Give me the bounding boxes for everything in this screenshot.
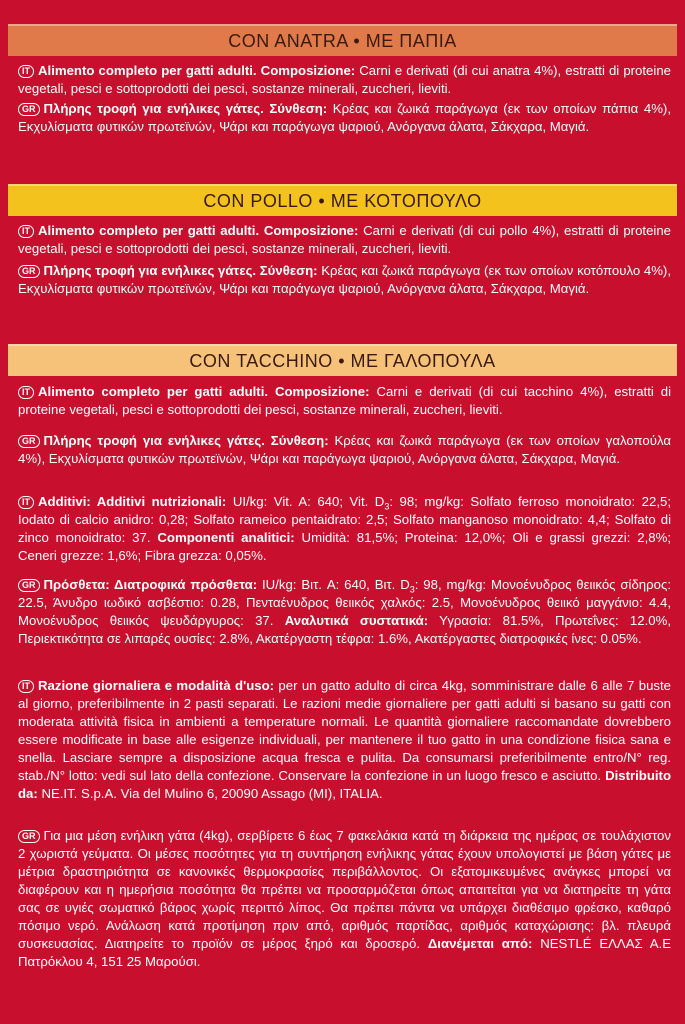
section-header-pollo (8, 184, 677, 216)
distributor-text: NE.IT. S.p.A. Via del Mulino 6, 20090 Assago (MI), ITALIA. (37, 786, 383, 801)
distributor-heading: Distribuito da: (18, 768, 671, 801)
composition-it-pollo (18, 222, 671, 258)
language-badge-gr: GR (18, 103, 40, 116)
section-header-tacchino (8, 344, 677, 376)
usage-gr (18, 827, 671, 971)
composition-it-tacchino (18, 383, 671, 419)
additives-text: UI/kg: Vit. A: 640; Vit. D (226, 494, 385, 509)
composition-text: Carni e derivati (di cui tacchino 4%), estratti di proteine vegetali, pesci e sottoprodotti dei pesci, sostanze minerali, zuccheri, lieviti. (18, 384, 672, 417)
analytical-text: Umidità: 81,5%; Proteina: 12,0%; Oli e grassi grezzi: 2,8%; Ceneri grezze: 1,6%; Fibra grezza: 0,05%. (18, 530, 671, 563)
language-badge-gr: GR (18, 830, 40, 843)
language-badge-gr: GR (18, 265, 40, 278)
composition-heading: Alimento completo per gatti adulti. Composizione: (38, 223, 359, 238)
subscript: 3 (384, 501, 390, 512)
composition-text: Carni e derivati (di cui anatra 4%), estratti di proteine vegetali, pesci e sottoprodotti dei pesci, sostanze minerali, zuccheri, lieviti. (18, 63, 671, 96)
composition-text: Κρέας και ζωικά παράγωγα (εκ των οποίων πάπια 4%), Εκχυλίσματα φυτικών πρωτεϊνών, Ψάρι και παράγωγα ψαριού, Ανόργανα άλατα, Σάκχαρα, Μαγιά. (18, 101, 671, 134)
additives-heading: Πρόσθετα: Διατροφικά πρόσθετα: (43, 577, 258, 592)
additives-gr (18, 576, 671, 648)
analytical-text: Υγρασία: 81.5%, Πρωτεΐνες: 12.0%, Περιεκτικότητα σε λιπαρές ουσίες: 2.8%, Ακατέργαστη τέφρα: 1.6%, Ακατέργαστες διατροφικές ίνες: 0.05%. (18, 613, 671, 646)
subscript: 3 (409, 584, 415, 595)
analytical-heading: Componenti analitici: (157, 530, 295, 545)
distributor-heading: Διανέμεται από: (427, 936, 533, 951)
composition-heading: Πλήρης τροφή για ενήλικες γάτες. Σύνθεση: (43, 101, 328, 116)
composition-text: Κρέας και ζωικά παράγωγα (εκ των οποίων γαλοπούλα 4%), Εκχυλίσματα φυτικών πρωτεϊνών, Ψάρι και παράγωγα ψαριού, Ανόργανα άλατα, Σάκχαρα, Μαγιά. (18, 433, 671, 466)
section-header-anatra (8, 24, 677, 56)
additives-text: IU/kg: Βιτ. A: 640, Βιτ. D (257, 577, 410, 592)
usage-text: Για μια μέση ενήλικη γάτα (4kg), σερβίρετε 6 έως 7 φακελάκια κατά τη διάρκεια της ημέρας σε τουλάχιστον 2 χωριστά γεύματα. Οι μέσες ποσότητες για τη συντήρηση ενήλικης γάτας έχουν υπολογιστεί με βάση γάτες με μέτρια δραστηριότητα σε κανονικές θερμοκρασίες περιβάλλοντος. Οι εξατομικευμένες ανάγκες μπορεί να διαφέρουν και η ημερήσια ποσότητα θα πρέπει να προσαρμόζεται όπως απαιτείται για να διατηρείτε τη γάτα σας σε υγιές σωματικό βάρος χωρίς περιττό λίπος. Θα πρέπει πάντα να υπάρχει διαθέσιμο φρέσκο, καθαρό πόσιμο νερό. Ανάλωση κατά προτίμηση πριν από, αριθμός παρτίδας, αριθμός καταχώρισης: βλ. πλευρά συσκευασίας. Διατηρείτε το προϊόν σε μέρος ξηρό και δροσερό. (18, 828, 671, 951)
additives-it (18, 493, 671, 565)
section-title: CON ANATRA • ΜΕ ΠΑΠΙΑ (228, 30, 457, 51)
language-badge-it: IT (18, 680, 34, 693)
language-badge-it: IT (18, 65, 34, 78)
language-badge-it: IT (18, 496, 34, 509)
additives-heading: Additivi: Additivi nutrizionali: (38, 494, 227, 509)
usage-heading: Razione giornaliera e modalità d'uso: (38, 678, 275, 693)
language-badge-it: IT (18, 225, 34, 238)
language-badge-gr: GR (18, 435, 40, 448)
composition-it-anatra (18, 62, 671, 98)
additives-text-cont: : 98; mg/kg: Solfato ferroso monoidrato: 22,5; Iodato di calcio anidro: 0,28; Solfato rameico pentaidrato: 2,5; Solfato manganoso monoidrato: 4,4; Solfato di zinco monoidrato: 37. (18, 494, 671, 545)
composition-gr-tacchino (18, 432, 671, 468)
composition-gr-anatra (18, 100, 671, 136)
usage-text: per un gatto adulto di circa 4kg, somministrare dalle 6 alle 7 buste al giorno, preferibilmente in 2 pasti separati. Le razioni medie giornaliere per gatti adulti si basano su gatti con moderata attività fisica in ambienti a temperature normali. Le quantità giornaliere raccomandate dovrebbero essere modificate in base alle esigenze individuali, per mantenere il tuo gatto in una condizione fisica sana e snella. Lasciare sempre a disposizione acqua fresca e pulita. Da consumarsi preferibilmente entro/N° reg. stab./N° lotto: vedi sul lato della confezione. Conservare la confezione in un luogo fresco e asciutto. (18, 678, 672, 783)
section-title: CON POLLO • ΜΕ ΚΟΤΟΠΟΥΛΟ (203, 190, 482, 211)
composition-heading: Alimento completo per gatti adulti. Composizione: (38, 384, 370, 399)
composition-text: Κρέας και ζωικά παράγωγα (εκ των οποίων κοτόπουλο 4%), Εκχυλίσματα φυτικών πρωτεϊνών, Ψάρι και παράγωγα ψαριού, Ανόργανα άλατα, Σάκχαρα, Μαγιά. (18, 263, 671, 296)
section-title: CON TACCHINO • ΜΕ ΓΑΛΟΠΟΥΛΑ (189, 350, 496, 371)
analytical-heading: Αναλυτικά συστατικά: (284, 613, 429, 628)
composition-heading: Πλήρης τροφή για ενήλικες γάτες. Σύνθεση: (43, 263, 318, 278)
composition-heading: Πλήρης τροφή για ενήλικες γάτες. Σύνθεση: (43, 433, 329, 448)
composition-heading: Alimento completo per gatti adulti. Composizione: (38, 63, 356, 78)
language-badge-gr: GR (18, 579, 40, 592)
usage-it (18, 677, 671, 803)
distributor-text: NESTLÉ ΕΛΛΑΣ Α.Ε Πατρόκλου 4, 151 25 Μαρούσι. (18, 936, 672, 969)
language-badge-it: IT (18, 386, 34, 399)
composition-text: Carni e derivati (di cui pollo 4%), estratti di proteine vegetali, pesci e sottoprodotti dei pesci, sostanze minerali, zuccheri, lieviti. (18, 223, 671, 256)
additives-text-cont: : 98, mg/kg: Μονοένυδρος θειικός σίδηρος: 22.5, Άνυδρο ιωδικό ασβέστιο: 0.28, Πενταένυδρος θειικός χαλκός: 2.5, Μονοένυδρος θειικό μαγγάνιο: 4.4, Μονοένυδρος θειικός ψευδάργυρος: 37. (18, 577, 671, 628)
composition-gr-pollo (18, 262, 671, 298)
